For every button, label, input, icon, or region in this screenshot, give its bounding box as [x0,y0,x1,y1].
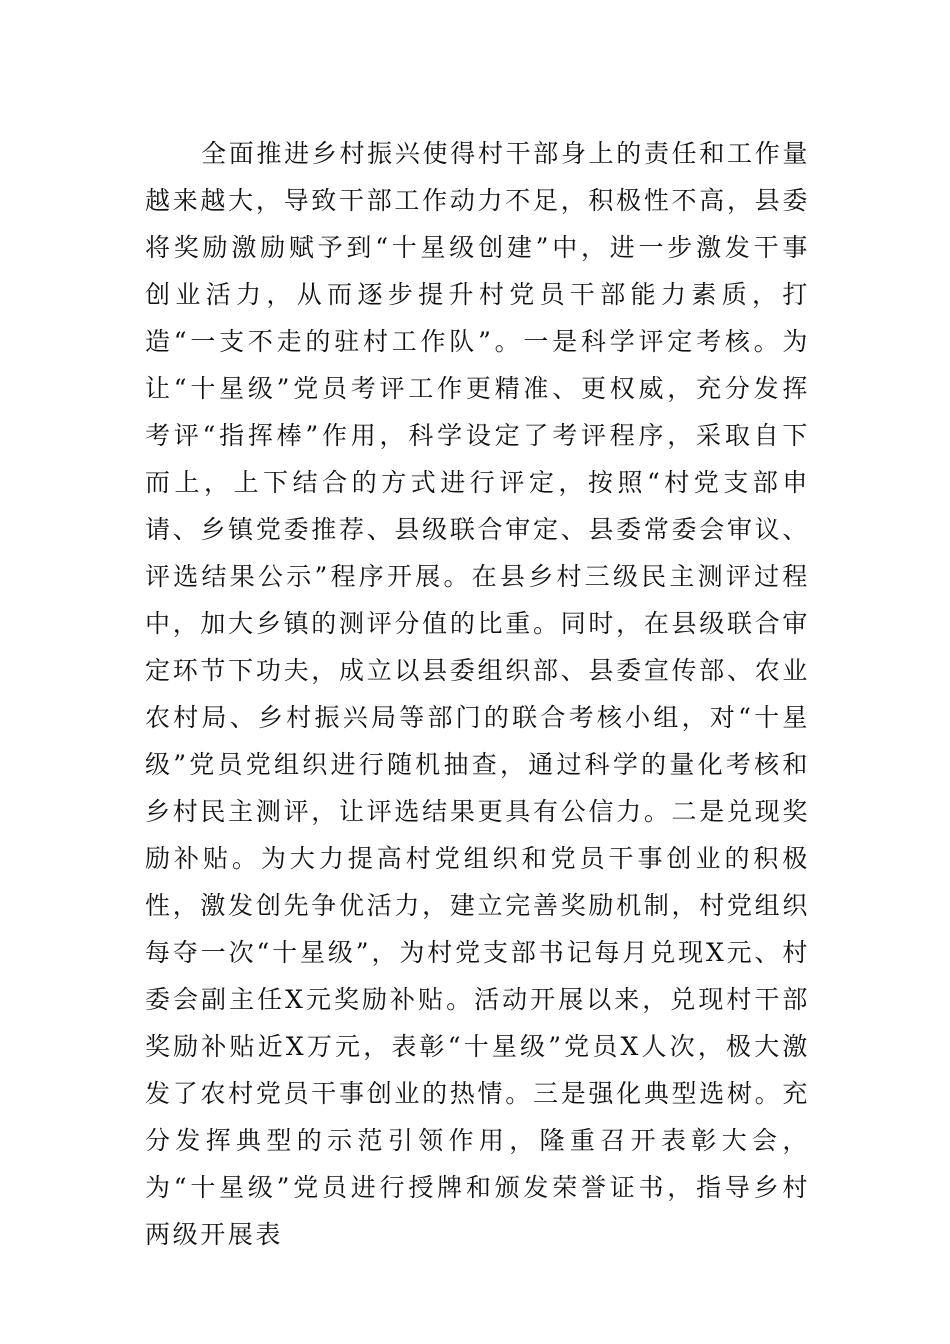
paragraph-text: 全面推进乡村振兴使得村干部身上的责任和工作量越来越大，导致干部工作动力不足，积极性不高，县委将奖励激励赋予到“十星级创建”中，进一步激发干事创业活力，从而逐步提升村党员干部能力素质，打造“一支不走的驻村工作队”。一是科学评定考核。为让“十星级”党员考评工作更精准、更权威，充分发挥考评“指挥棒”作用，科学设定了考评程序，采取自下而上，上下结合的方式进行评定，按照“村党支部申请、乡镇党委推荐、县级联合审定、县委常委会审议、评选结果公示”程序开展。在县乡村三级民主测评过程中，加大乡镇的测评分值的比重。同时，在县级联合审定环节下功夫，成立以县委组织部、县委宣传部、农业农村局、乡村振兴局等部门的联合考核小组，对“十星级”党员党组织进行随机抽查，通过科学的量化考核和乡村民主测评，让评选结果更具有公信力。二是兑现奖励补贴。为大力提高村党组织和党员干事创业的积极性，激发创先争优活力，建立完善奖励机制，村党组织每夺一次“十星级”，为村党支部书记每月兑现X元、村委会副主任X元奖励补贴。活动开展以来，兑现村干部奖励补贴近X万元，表彰“十星级”党员X人次，极大激发了农村党员干事创业的热情。三是强化典型选树。充分发挥典型的示范引领作用，隆重召开表彰大会，为“十星级”党员进行授牌和颁发荣誉证书，指导乡村两级开展表 [145,139,810,1249]
body-paragraph [145,130,810,1258]
